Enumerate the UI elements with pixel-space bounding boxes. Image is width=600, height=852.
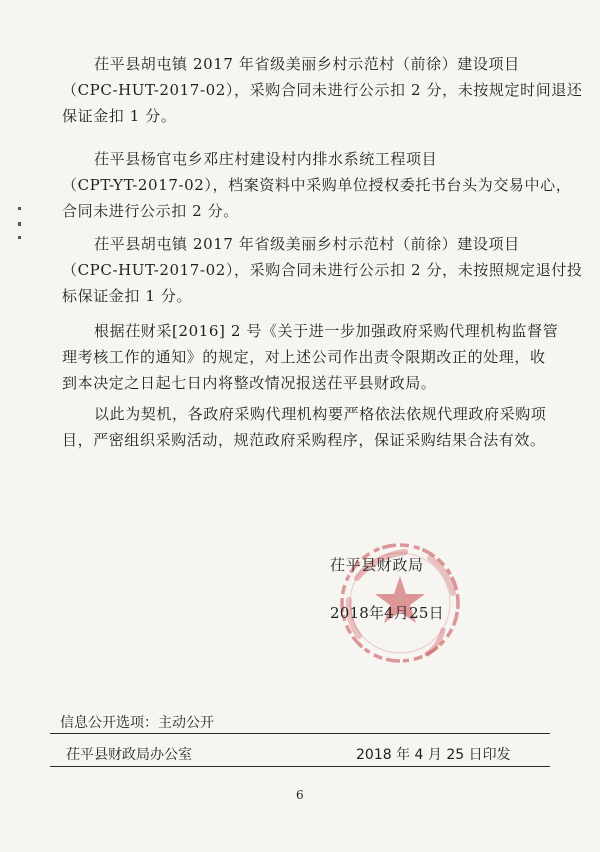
paragraph-line: 以此为契机，各政府采购代理机构要严格依法依规代理政府采购项 — [94, 405, 547, 423]
paragraph-line: （CPC-HUT-2017-02），采购合同未进行公示扣 2 分，未按照规定退付投 — [62, 261, 583, 279]
paragraph-line: 茌平县胡屯镇 2017 年省级美丽乡村示范村（前徐）建设项目 — [94, 235, 520, 253]
binding-mark — [18, 207, 21, 210]
paragraph-line: 合同未进行公示扣 2 分。 — [62, 202, 239, 220]
disclosure-label: 信息公开选项： — [60, 715, 158, 731]
paragraph-2 — [62, 146, 572, 224]
paragraph-line: 根据茌财采[2016] 2 号《关于进一步加强政府采购代理机构监督管 — [94, 322, 559, 340]
paragraph-line: 理考核工作的通知》的规定，对上述公司作出责令限期改正的处理，收 — [62, 348, 546, 366]
issue-date: 2018 年 4 月 25 日印发 — [356, 747, 511, 763]
issuing-office: 茌平县财政局办公室 — [66, 747, 192, 763]
paragraph-3 — [62, 231, 583, 309]
paragraph-1 — [62, 51, 583, 129]
disclosure-option — [60, 712, 214, 732]
paragraph-4 — [62, 318, 559, 396]
page-number: 6 — [296, 788, 304, 802]
paragraph-line: 茌平县胡屯镇 2017 年省级美丽乡村示范村（前徐）建设项目 — [94, 55, 520, 73]
paragraph-line: 保证金扣 1 分。 — [62, 107, 177, 125]
footer-divider-bottom — [50, 766, 550, 767]
paragraph-line: （CPC-HUT-2017-02），采购合同未进行公示扣 2 分，未按规定时间退还 — [62, 81, 583, 99]
paragraph-line: 标保证金扣 1 分。 — [62, 287, 193, 305]
paragraph-line: 目，严密组织采购活动，规范政府采购程序，保证采购结果合法有效。 — [62, 431, 546, 449]
footer-divider-top — [50, 733, 550, 734]
paragraph-line: 到本决定之日起七日内将整改情况报送茌平县财政局。 — [62, 374, 437, 392]
signing-date: 2018年4月25日 — [330, 604, 444, 622]
disclosure-value: 主动公开 — [158, 715, 214, 731]
paragraph-line: （CPT-YT-2017-02），档案资料中采购单位授权委托书台头为交易中心， — [62, 176, 572, 194]
paragraph-5 — [62, 401, 548, 453]
paragraph-line: 茌平县杨官屯乡邓庄村建设村内排水系统工程项目 — [94, 150, 438, 168]
binding-mark — [18, 236, 21, 239]
signing-organization: 茌平县财政局 — [330, 556, 424, 574]
binding-mark — [18, 222, 21, 226]
